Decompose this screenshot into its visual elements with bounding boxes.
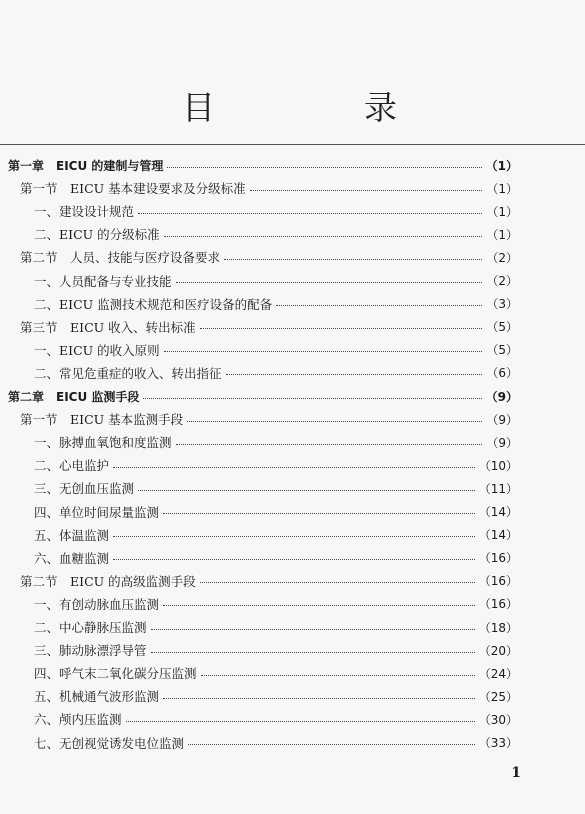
toc-entry-page: （9） (486, 412, 518, 427)
dot-leader (188, 744, 475, 745)
toc-entry-section[interactable] (20, 316, 518, 338)
dot-leader (164, 351, 483, 352)
toc-entry-page: （5） (486, 320, 518, 335)
dot-leader (250, 190, 483, 191)
title-divider (0, 144, 585, 145)
toc-entry-page: （24） (478, 666, 518, 681)
toc-entry-page: （9） (485, 389, 518, 404)
toc-entry-label: 四、单位时间尿量监测 (34, 504, 160, 520)
toc-entry-label: 一、脉搏血氧饱和度监测 (34, 435, 172, 451)
dot-leader (201, 675, 475, 676)
toc-entry-item[interactable] (34, 662, 518, 684)
toc-entry-page: （16） (478, 574, 518, 589)
toc-entry-page: （2） (486, 274, 518, 288)
toc-entry-section[interactable] (20, 177, 518, 199)
dot-leader (224, 259, 482, 260)
toc-entry-item[interactable] (34, 362, 518, 384)
toc-entry-label: 二、心电监护 (34, 458, 110, 474)
toc-entry-item[interactable] (34, 339, 518, 361)
toc-entry-chapter[interactable] (8, 385, 518, 407)
toc-entry-item[interactable] (34, 477, 518, 499)
toc-entry-item[interactable] (34, 524, 518, 546)
page-title: 目 录 (182, 88, 455, 127)
toc-entry-item[interactable] (34, 616, 518, 638)
toc-entry-page: （5） (486, 343, 518, 358)
toc-entry-section[interactable] (20, 246, 518, 268)
dot-leader (164, 236, 483, 237)
toc-entry-item[interactable] (34, 732, 518, 754)
toc-entry-label: 一、EICU 的收入原则 (34, 342, 160, 358)
toc-entry-page: （3） (486, 297, 518, 312)
toc-entry-label: 五、机械通气波形监测 (34, 689, 160, 705)
toc-entry-item[interactable] (34, 501, 518, 523)
dot-leader (151, 652, 475, 653)
dot-leader (138, 213, 482, 214)
dot-leader (187, 421, 482, 422)
dot-leader (167, 167, 481, 168)
dot-leader (276, 305, 482, 306)
dot-leader (126, 721, 475, 722)
toc-entry-label: 二、常见危重症的收入、转出指征 (34, 365, 222, 381)
toc-entry-item[interactable] (34, 431, 518, 453)
toc-entry-page: （14） (478, 505, 518, 519)
toc-entry-item[interactable] (34, 685, 518, 707)
toc-entry-label: 一、人员配备与专业技能 (34, 273, 172, 289)
toc-entry-label: 五、体温监测 (34, 527, 110, 543)
toc-entry-page: （1） (486, 181, 518, 196)
toc-entry-page: （1） (486, 227, 518, 242)
toc-entry-item[interactable] (34, 708, 518, 730)
toc-entry-label: 第二节 EICU 的高级监测手段 (20, 573, 196, 589)
toc-entry-label: 一、有创动脉血压监测 (34, 596, 160, 612)
toc-entry-label: 四、呼气末二氧化碳分压监测 (34, 666, 197, 682)
toc-entry-page: （20） (478, 643, 518, 658)
toc-entry-page: （30） (478, 712, 518, 727)
dot-leader (226, 374, 483, 375)
toc-entry-label: 第一节 EICU 基本建设要求及分级标准 (20, 181, 246, 197)
dot-leader (163, 698, 475, 699)
toc-entry-label: 二、EICU 的分级标准 (34, 227, 160, 243)
toc-entry-label: 七、无创视觉诱发电位监测 (34, 735, 185, 751)
toc-entry-page: （25） (478, 689, 518, 704)
toc-entry-page: （18） (478, 620, 518, 635)
toc-entry-label: 三、无创血压监测 (34, 481, 135, 497)
toc-entry-page: （16） (478, 597, 518, 612)
toc-entry-label: 第一章 EICU 的建制与管理 (8, 158, 164, 173)
dot-leader (143, 398, 481, 399)
dot-leader (163, 605, 475, 606)
toc-entry-label: 一、建设设计规范 (34, 204, 135, 220)
dot-leader (200, 328, 483, 329)
toc-entry-label: 第二章 EICU 监测手段 (8, 389, 140, 404)
toc-entry-label: 第一节 EICU 基本监测手段 (20, 412, 184, 428)
dot-leader (113, 559, 475, 560)
toc-entry-page: （10） (478, 458, 518, 473)
toc-entry-item[interactable] (34, 454, 518, 476)
toc-entry-chapter[interactable] (8, 154, 518, 176)
toc-entry-section[interactable] (20, 570, 518, 592)
toc-entry-label: 第三节 EICU 收入、转出标准 (20, 319, 196, 335)
toc-entry-label: 二、中心静脉压监测 (34, 620, 147, 635)
footer-page-number: 1 (511, 765, 521, 781)
toc-entry-page: （2） (486, 250, 518, 265)
toc-entry-item[interactable] (34, 270, 518, 292)
toc-entry-item[interactable] (34, 593, 518, 615)
dot-leader (138, 490, 475, 491)
toc-entry-page: （14） (478, 528, 518, 543)
dot-leader (151, 629, 475, 630)
toc-entry-page: （9） (486, 435, 518, 450)
dot-leader (113, 467, 475, 468)
toc-entry-page: （11） (478, 481, 518, 496)
toc-entry-item[interactable] (34, 547, 518, 569)
toc-entry-item[interactable] (34, 200, 518, 222)
dot-leader (200, 582, 475, 583)
toc-entry-item[interactable] (34, 639, 518, 661)
dot-leader (176, 444, 483, 445)
toc-entry-page: （6） (486, 366, 518, 381)
dot-leader (113, 536, 475, 537)
dot-leader (176, 282, 483, 283)
toc-entry-label: 第二节 人员、技能与医疗设备要求 (20, 250, 221, 266)
dot-leader (163, 513, 475, 514)
toc-entry-label: 二、EICU 监测技术规范和医疗设备的配备 (34, 296, 273, 312)
toc-entry-label: 六、血糖监测 (34, 550, 110, 566)
toc-entry-label: 三、肺动脉漂浮导管 (34, 643, 147, 659)
toc-entry-item[interactable] (34, 223, 518, 245)
toc-entry-page: （33） (478, 736, 518, 750)
toc-entry-page: （1） (485, 158, 518, 173)
toc-entry-item[interactable] (34, 293, 518, 315)
toc-entry-page: （1） (486, 204, 518, 219)
toc-entry-label: 六、颅内压监测 (34, 712, 122, 728)
toc-entry-page: （16） (478, 551, 518, 566)
toc-entry-section[interactable] (20, 408, 518, 430)
